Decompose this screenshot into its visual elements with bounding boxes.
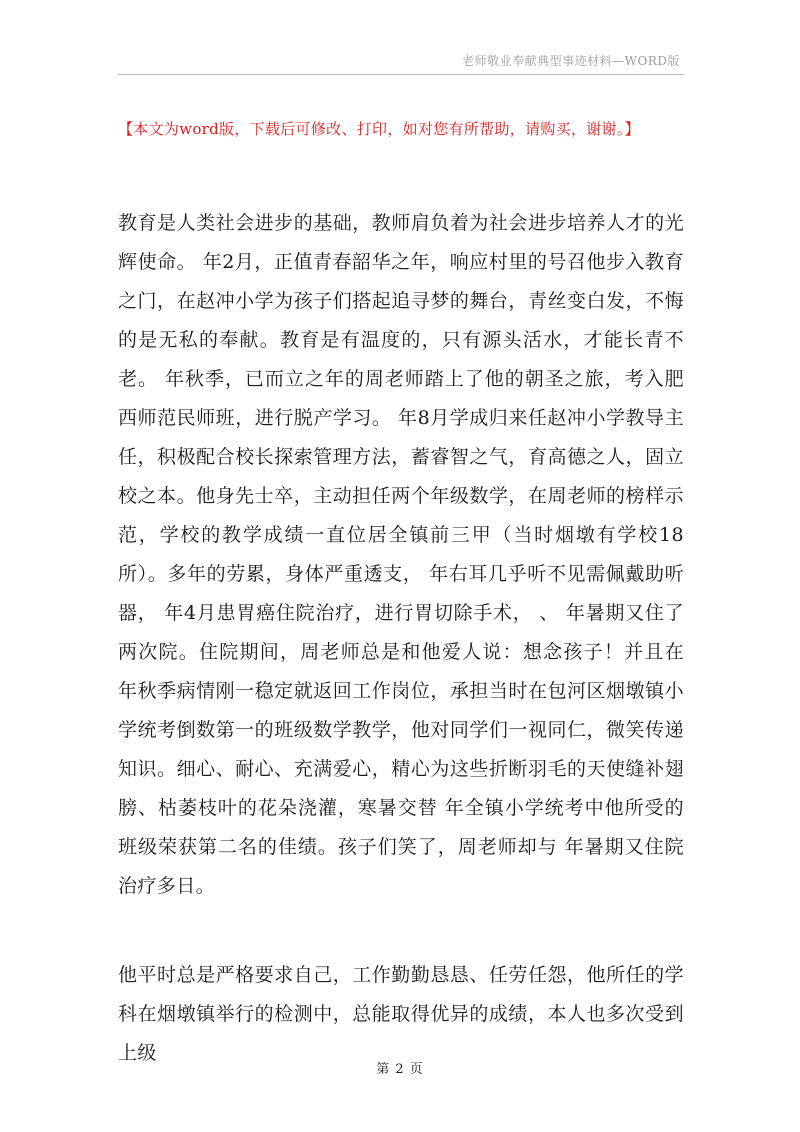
download-notice: 【本文为word版，下载后可修改、打印，如对您有所帮助，请购买，谢谢。】: [118, 120, 640, 138]
header-divider: [118, 74, 684, 75]
page-number: 第 2 页: [376, 1062, 424, 1077]
body-paragraph-1: 教育是人类社会进步的基础，教师肩负着为社会进步培养人才的光辉使命。 年2月，正值青春韶华之年，响应村里的号召他步入教育之门，在赵冲小学为孩子们搭起追寻梦的舞台，青丝变白发，不悔的是无私的奉献。教育是有温度的，只有源头活水，才能长青不老。 年秋季，已而立之年的周老师踏上了他的朝圣之旅，考入肥西师范民师班，进行脱产学习。 年8月学成归来任赵冲小学教导主任，积极配合校长探索管理方法，蓄睿智之气，育高德之人，固立校之本。他身先士卒，主动担任两个年级数学，在周老师的榜样示范，学校的教学成绩一直位居全镇前三甲（当时烟墩有学校18所）。多年的劳累，身体严重透支， 年右耳几乎听不见需佩戴助听器， 年4月患胃癌住院治疗，进行胃切除手术， 、 年暑期又住了两次院。住院期间，周老师总是和他爱人说：想念孩子！并且在 年秋季病情刚一稳定就返回工作岗位，承担当时在包河区烟墩镇小学统考倒数第一的班级数学教学，他对同学们一视同仁，微笑传递知识。细心、耐心、充满爱心，精心为这些折断羽毛的天使缝补翅膀、枯萎枝叶的花朵浇灌，寒暑交替 年全镇小学统考中他所受的班级荣获第二名的佳绩。孩子们笑了，周老师却与 年暑期又住院治疗多日。: [118, 212, 684, 897]
body-paragraph-2: 他平时总是严格要求自己，工作勤勤恳恳、任劳任怨，他所任的学科在烟墩镇举行的检测中，总能取得优异的成绩，本人也多次受到上级: [118, 964, 684, 1064]
header-title: 老师敬业奉献典型事迹材料—WORD版: [462, 54, 680, 68]
